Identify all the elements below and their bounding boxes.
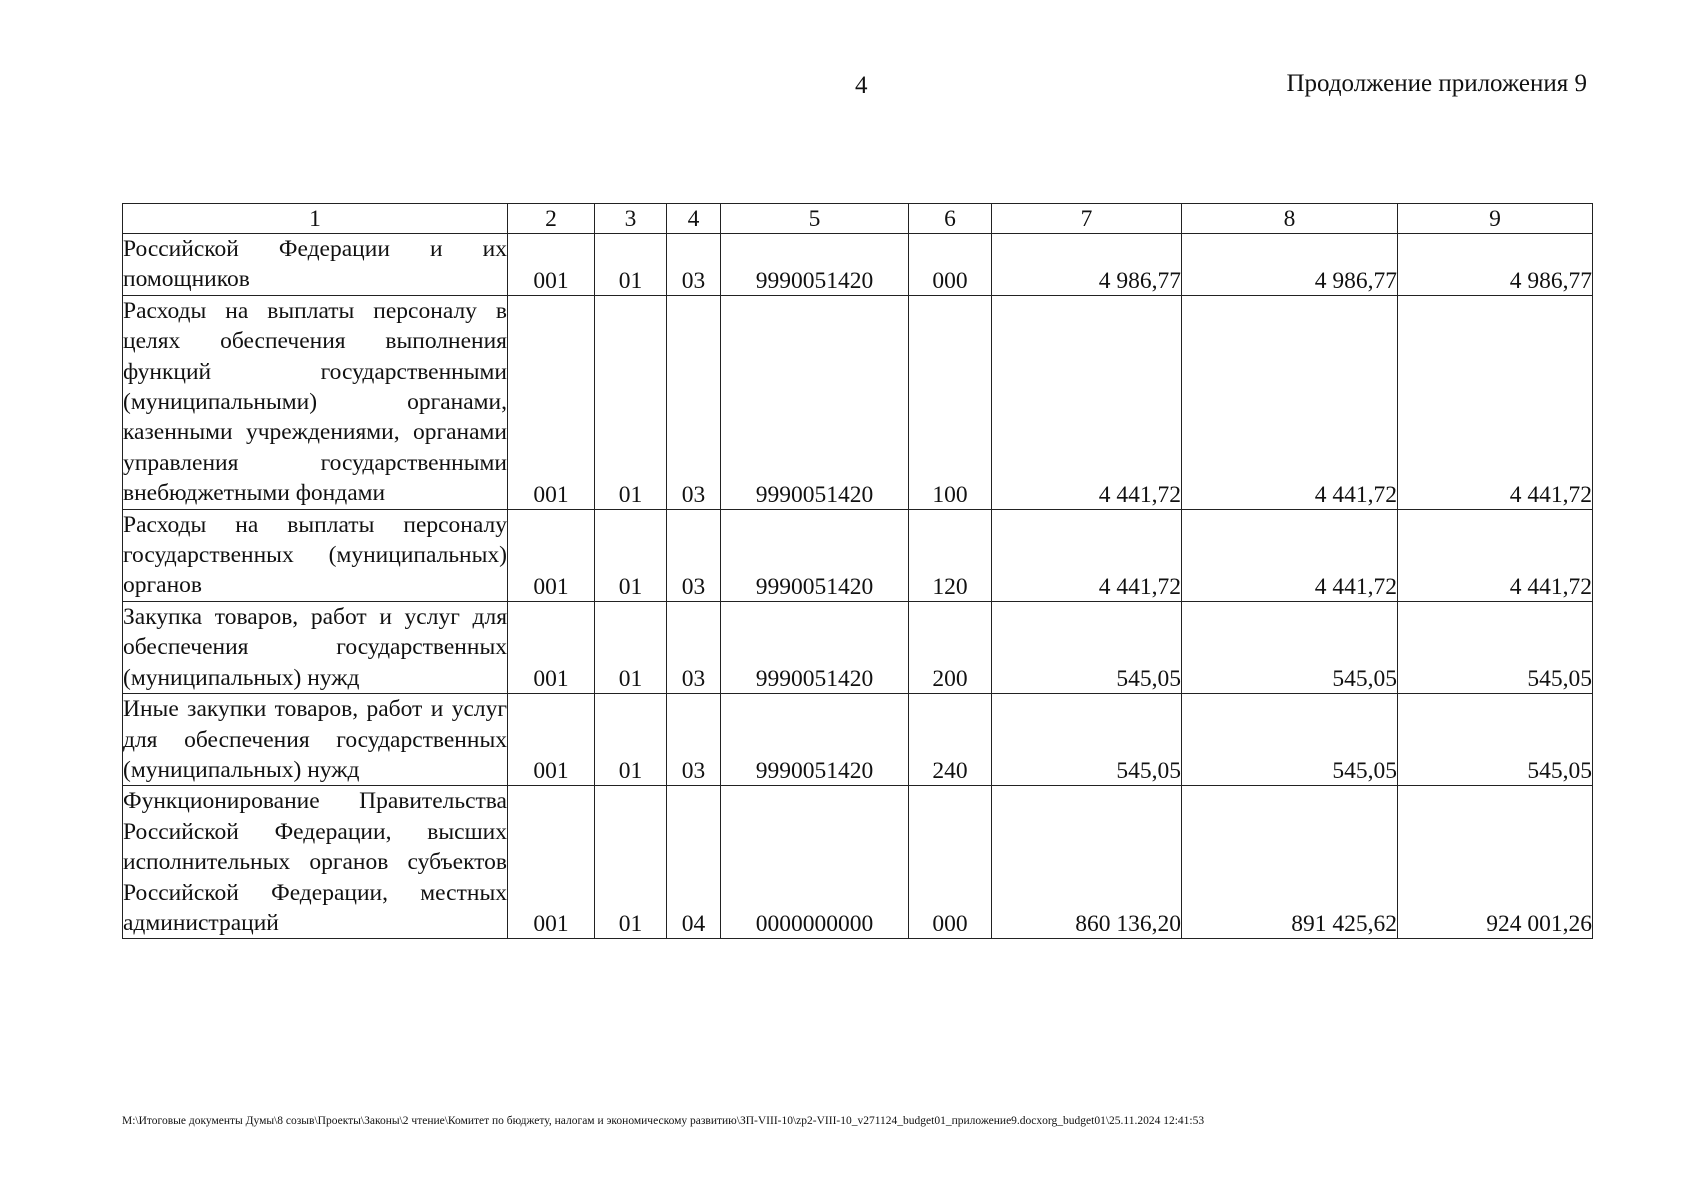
cell-code: 01 [595,295,667,509]
cell-code: 01 [595,601,667,693]
cell-code: 001 [508,234,595,296]
table-row [123,601,1593,693]
cell-code: 120 [909,509,992,601]
cell-amount: 891 425,62 [1182,786,1398,939]
cell-code: 000 [909,786,992,939]
cell-amount: 545,05 [992,601,1182,693]
table-row [123,295,1593,509]
column-header: 9 [1398,204,1593,234]
cell-code: 03 [667,234,721,296]
cell-amount: 4 441,72 [1182,509,1398,601]
column-header: 2 [508,204,595,234]
cell-code: 001 [508,694,595,786]
cell-amount: 860 136,20 [992,786,1182,939]
cell-code: 000 [909,234,992,296]
column-header: 7 [992,204,1182,234]
cell-amount: 4 441,72 [992,509,1182,601]
cell-code: 01 [595,509,667,601]
column-header: 4 [667,204,721,234]
column-header: 5 [721,204,909,234]
cell-code: 01 [595,786,667,939]
cell-code: 01 [595,234,667,296]
cell-amount: 545,05 [1398,694,1593,786]
cell-code: 240 [909,694,992,786]
appendix-continuation-note: Продолжение приложения 9 [1286,70,1587,97]
cell-amount: 545,05 [992,694,1182,786]
cell-code: 001 [508,295,595,509]
column-number-header-row [123,204,1593,234]
cell-code: 001 [508,509,595,601]
cell-amount: 4 441,72 [1182,295,1398,509]
cell-code: 0000000000 [721,786,909,939]
cell-amount: 924 001,26 [1398,786,1593,939]
row-name: Функционирование Правительства Российской Федерации, высших исполнительных органов субъектов Российской Федерации, местных администраций [123,786,508,939]
cell-code: 9990051420 [721,509,909,601]
cell-amount: 4 986,77 [1182,234,1398,296]
cell-amount: 4 441,72 [992,295,1182,509]
cell-code: 01 [595,694,667,786]
cell-amount: 545,05 [1182,694,1398,786]
cell-amount: 4 986,77 [992,234,1182,296]
table-row [123,234,1593,296]
cell-amount: 545,05 [1398,601,1593,693]
row-name: Иные закупки товаров, работ и услуг для обеспечения государственных (муниципальных) нужд [123,694,508,786]
row-name: Закупка товаров, работ и услуг для обеспечения государственных (муниципальных) нужд [123,601,508,693]
column-header: 8 [1182,204,1398,234]
row-name: Расходы на выплаты персоналу в целях обеспечения выполнения функций государственными (муниципальными) органами, казенными учреждениями, органами управления государственными внебюджетными фондами [123,295,508,509]
cell-code: 200 [909,601,992,693]
table-row [123,509,1593,601]
cell-amount: 4 986,77 [1398,234,1593,296]
column-header: 1 [123,204,508,234]
cell-amount: 4 441,72 [1398,509,1593,601]
row-name: Российской Федерации и их помощников [123,234,508,296]
document-file-path: M:\Итоговые документы Думы\8 созыв\Проекты\Законы\2 чтение\Комитет по бюджету, налогам и экономическому развитию\ЗП-VIII-10\zp2-VIII-10_v271124_budget01_приложение9.docxorg_budget01\25.11.2024 12:41:53 [122,1115,1205,1127]
cell-code: 04 [667,786,721,939]
cell-code: 9990051420 [721,234,909,296]
cell-code: 9990051420 [721,295,909,509]
cell-amount: 4 441,72 [1398,295,1593,509]
cell-code: 001 [508,601,595,693]
column-header: 3 [595,204,667,234]
cell-code: 100 [909,295,992,509]
cell-code: 03 [667,694,721,786]
column-header: 6 [909,204,992,234]
table-row [123,694,1593,786]
table-row [123,786,1593,939]
cell-code: 03 [667,601,721,693]
cell-code: 9990051420 [721,694,909,786]
cell-code: 001 [508,786,595,939]
cell-code: 03 [667,295,721,509]
row-name: Расходы на выплаты персоналу государственных (муниципальных) органов [123,509,508,601]
cell-code: 03 [667,509,721,601]
budget-table [122,203,1593,939]
cell-amount: 545,05 [1182,601,1398,693]
page-number: 4 [855,72,868,99]
cell-code: 9990051420 [721,601,909,693]
